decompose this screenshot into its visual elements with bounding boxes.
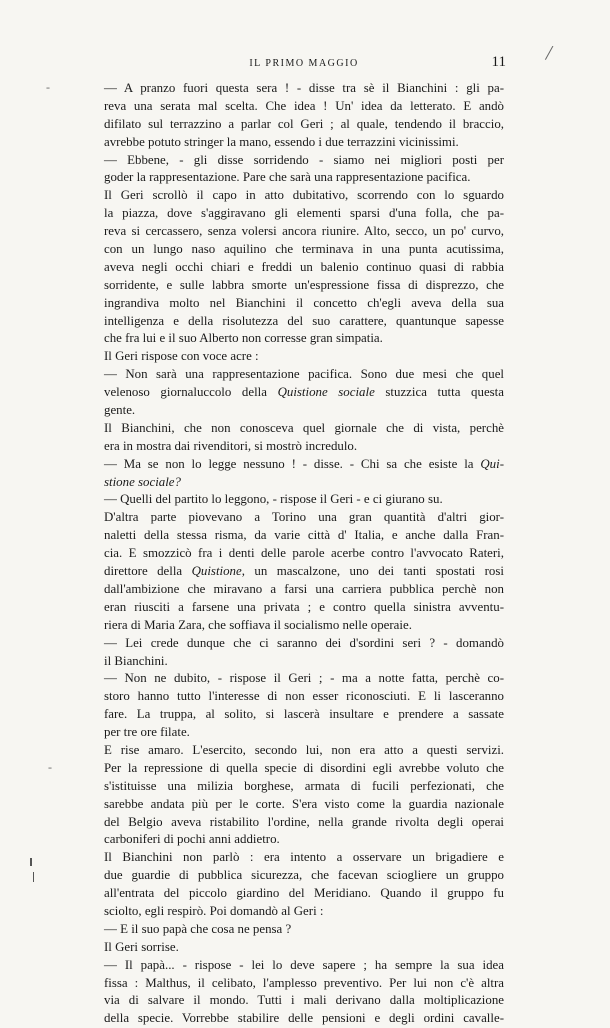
text-line: era in mostra dai rivenditori, si mostrò incredulo. — [104, 438, 358, 453]
text-line: del Belgio aveva ristabilito l'ordine, nella grande rivolta degli operai — [104, 814, 504, 829]
text-line: — Ma se non lo legge nessuno ! - disse. - Chi sa che esiste la Qui- — [104, 456, 504, 471]
text-line: cia. E smozzicò fra i denti delle parole acerbe contro l'avvocato Rateri, — [104, 546, 504, 561]
text-line: direttore della Quistione, un mascalzone, uno dei tanti spostati rosi — [104, 564, 504, 579]
text-line: Il Geri scrollò il capo in atto dubitativo, scorrendo con lo sguardo — [104, 188, 504, 203]
text-line: con un lungo naso aquilino che terminava in una punta acutissima, — [104, 242, 504, 257]
italic-title: Quistione — [191, 564, 242, 579]
body-text — [104, 80, 504, 1028]
text-line: il Bianchini. — [104, 653, 168, 668]
text-line: — Non sarà una rappresentazione pacifica. Sono due mesi che quel — [104, 367, 504, 382]
text-line: Il Bianchini non parlò : era intento a osservare un brigadiere e — [104, 850, 504, 865]
text-line: s'istituisse una milizia borghese, armata di fucili perfezionati, che — [104, 778, 504, 793]
text-line: dall'ambizione che miravano a farsi una carriera pubblica perchè non — [104, 581, 504, 596]
pencil-mark-left-1: - — [46, 80, 50, 94]
text-line: difilato sul terrazzino a parlar col Geri ; al quale, tendendo il braccio, — [104, 116, 504, 131]
text-line: gente. — [104, 403, 136, 418]
pencil-mark-left-2: - — [48, 760, 52, 774]
text-line: Per la repressione di quella specie di disordini egli avrebbe voluto che — [104, 760, 504, 775]
text-line: sciolto, egli respirò. Poi domandò al Geri : — [104, 903, 324, 918]
text-line: goder la rappresentazione. Pare che sarà una rappresentazione pacifica. — [104, 170, 471, 185]
text-line: via di salvare il mondo. Tutti i mali derivano dalla moltiplicazione — [104, 993, 504, 1008]
text-line: — E il suo papà che cosa ne pensa ? — [104, 921, 292, 936]
text-line: Il Geri sorrise. — [104, 939, 179, 954]
text-line: riera di Maria Zara, che soffiava il socialismo nelle operaie. — [104, 617, 412, 632]
text-line: D'altra parte piovevano a Torino una gran quantità d'altri gior- — [104, 510, 504, 525]
text-line: fissa : Malthus, il celibato, l'amplesso preventivo. Per lui non c'è altra — [104, 975, 504, 990]
text-line: — A pranzo fuori questa sera ! - disse tra sè il Bianchini : gli pa- — [104, 81, 504, 95]
text-line: storo hanno tutto l'interesse di non esser riconosciuti. E li lasceranno — [104, 689, 504, 704]
text-line: due guardie di pubblica sicurezza, che facevan sciogliere un gruppo — [104, 868, 504, 883]
text-line: — Quelli del partito lo leggono, - rispose il Geri - e ci giurano su. — [104, 492, 443, 507]
text-line: — Non ne dubito, - rispose il Geri ; - ma a notte fatta, perchè co- — [104, 671, 504, 686]
text-line: Il Geri rispose con voce acre : — [104, 349, 259, 364]
italic-title: stione sociale? — [104, 474, 181, 489]
text-line: ingrandiva molto nel Bianchini il concetto ch'egli aveva della sua — [104, 295, 504, 310]
text-line: — Lei crede dunque che ci saranno dei d'sordini seri ? - domandò — [104, 635, 504, 650]
text-line: la piazza, dove s'aggiravano gli elementi sparsi d'una folla, che pa- — [104, 206, 504, 221]
text-line: E rise amaro. L'esercito, secondo lui, non era atto a questi servizi. — [104, 742, 504, 757]
text-line: — Il papà... - rispose - lei lo deve sapere ; ha sempre la sua idea — [104, 957, 504, 972]
text-line: aveva negli occhi chiari e freddi un balenio continuo quasi di rabbia — [104, 259, 504, 274]
text-line: sorridente, e sulle labbra smorte un'espressione fissa di disprezzo, che — [104, 277, 504, 292]
text-line: all'entrata del piccolo giardino del Meridiano. Quando il gruppo fu — [104, 886, 504, 901]
text-line: della specie. Vorrebbe stabilire delle pensioni e degli ordini cavalle- — [104, 1011, 504, 1026]
text-line: reva si cercassero, senza volersi ancora riunire. Alto, secco, un po' curvo, — [104, 224, 504, 239]
page-scratch — [30, 858, 32, 866]
italic-title: Quistione sociale — [277, 385, 375, 400]
running-head — [104, 56, 504, 72]
text-line: velenoso giornaluccolo della Quistione sociale stuzzica tutta questa — [104, 385, 504, 400]
text-line: eran riusciti a farsene una privata ; e contro quella sinistra avventu- — [104, 599, 504, 614]
text-line: intelligenza e della risolutezza del suo carattere, quantunque sapesse — [104, 313, 504, 328]
page-scratch — [33, 872, 34, 882]
text-line — [104, 474, 504, 492]
text-line: naletti della stessa risma, da varie città d' Italia, e anche dalla Fran- — [104, 528, 504, 543]
text-line: per tre ore filate. — [104, 725, 190, 740]
running-title: IL PRIMO MAGGIO — [249, 58, 359, 69]
text-line: avrebbe potuto stringer la mano, essendo i due terrazzini vicinissimi. — [104, 134, 459, 149]
text-line: carboniferi di pochi anni addietro. — [104, 832, 280, 847]
pencil-mark-top-right: / — [543, 39, 555, 66]
page-number: 11 — [491, 54, 506, 70]
text-line: che fra lui e il suo Alberto non corresse gran simpatia. — [104, 331, 383, 346]
text-line: — Ebbene, - gli disse sorridendo - siamo nei migliori posti per — [104, 152, 504, 167]
text-line: fare. La truppa, al solito, si lascerà insultare e prendere a sassate — [104, 707, 504, 722]
italic-title: Qui- — [480, 456, 504, 471]
text-line: sarebbe andata più per le corte. S'era visto come la guardia nazionale — [104, 796, 504, 811]
text-line: Il Bianchini, che non conosceva quel giornale che di vista, perchè — [104, 420, 504, 435]
text-line: reva una serata mal scelta. Che idea ! Un' idea da letterato. E andò — [104, 98, 504, 113]
